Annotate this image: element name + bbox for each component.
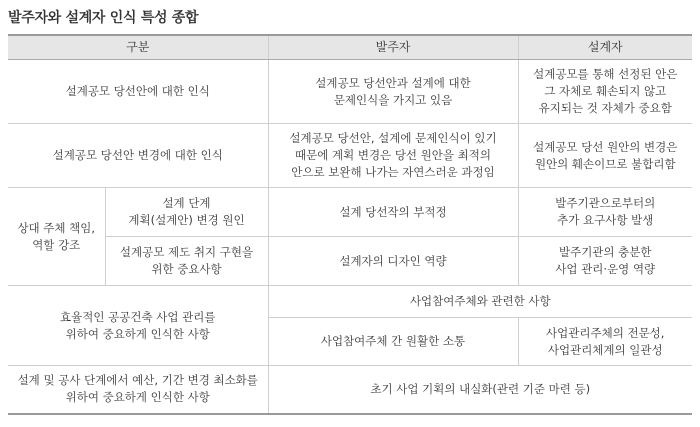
cell-client: 사업참여주체 간 원활한 소통 — [268, 318, 518, 366]
cell-designer: 사업관리주체의 전문성, 사업관리체계의 일관성 — [518, 318, 692, 366]
row-subcategory: 설계 단계 계획(설계안) 변경 원인 — [105, 188, 268, 237]
row-category: 설계공모 당선안 변경에 대한 인식 — [8, 124, 268, 188]
header-row — [8, 35, 692, 60]
table-row — [8, 188, 692, 237]
cell-merged: 초기 사업 기획의 내실화(관련 기준 마련 등) — [268, 366, 692, 414]
cell-designer: 설계공모 당선 원안의 변경은 원안의 훼손이므로 불합리함 — [518, 124, 692, 188]
table-row — [8, 286, 692, 318]
row-subcategory: 설계공모 제도 취지 구현을 위한 중요사항 — [105, 237, 268, 286]
cell-designer: 발주기관의 충분한 사업 관리·운영 역량 — [518, 237, 692, 286]
row-category: 효율적인 공공건축 사업 관리를 위하여 중요하게 인식한 사항 — [8, 286, 268, 366]
page-title: 발주자와 설계자 인식 특성 종합 — [8, 10, 199, 26]
row-category: 설계 및 공사 단계에서 예산, 기간 변경 최소화를 위하여 중요하게 인식한 사항 — [8, 366, 268, 414]
cell-designer: 설계공모를 통해 선정된 안은 그 자체로 훼손되지 않고 유지되는 것 자체가 중요함 — [518, 60, 692, 124]
header-designer: 설계자 — [518, 35, 692, 60]
cell-client: 설계 당선작의 부적정 — [268, 188, 518, 237]
cell-client: 설계공모 당선안과 설계에 대한 문제인식을 가지고 있음 — [268, 60, 518, 124]
row-category: 설계공모 당선안에 대한 인식 — [8, 60, 268, 124]
table-row — [8, 60, 692, 124]
header-client: 발주자 — [268, 35, 518, 60]
table-row — [8, 124, 692, 188]
summary-table — [8, 34, 692, 415]
cell-designer: 발주기관으로부터의 추가 요구사항 발생 — [518, 188, 692, 237]
table-row — [8, 237, 692, 286]
header-category: 구분 — [8, 35, 268, 60]
table-row — [8, 366, 692, 414]
row-group-label: 상대 주체 책임, 역할 강조 — [8, 188, 105, 286]
cell-merged: 사업참여주체와 관련한 사항 — [268, 286, 692, 318]
cell-client: 설계공모 당선안, 설계에 문제인식이 있기 때문에 계획 변경은 당선 원안을 최적의 안으로 보완해 나가는 자연스러운 과정임 — [268, 124, 518, 188]
cell-client: 설계자의 디자인 역량 — [268, 237, 518, 286]
